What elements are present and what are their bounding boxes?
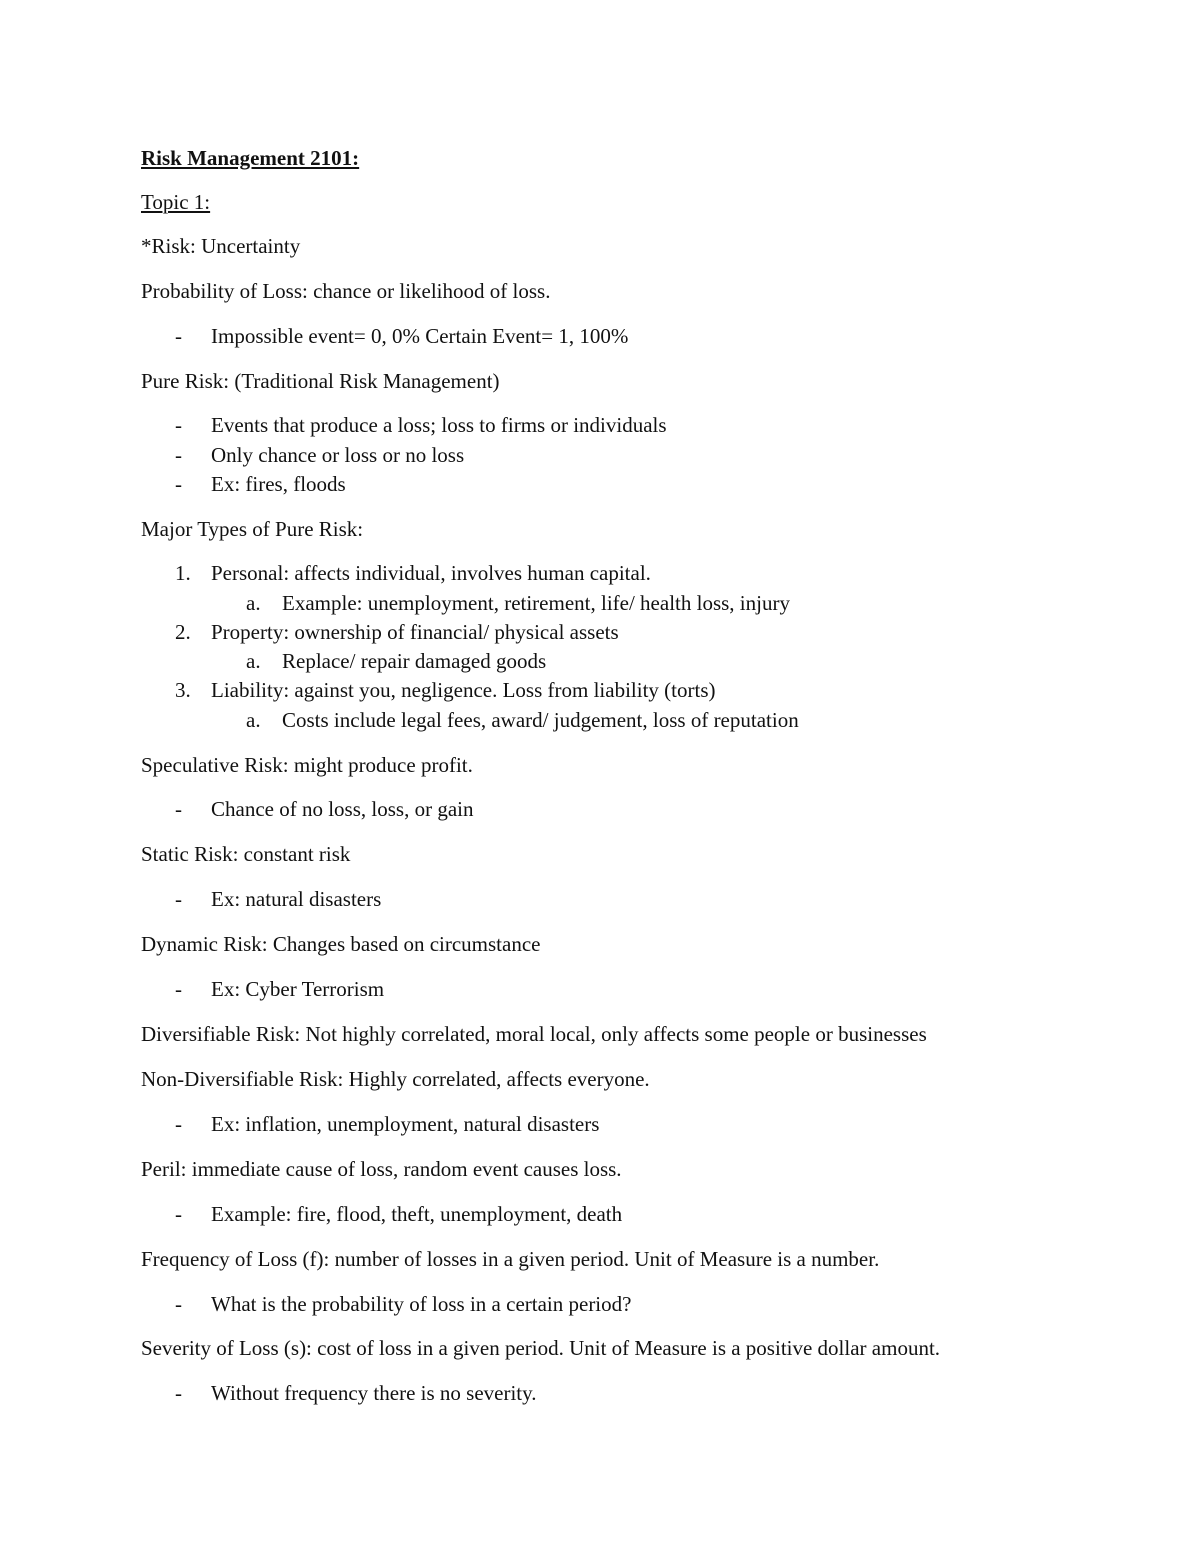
non-diversifiable-risk: Non-Diversifiable Risk: Highly correlated, affects everyone. (141, 1067, 650, 1091)
sub-text: Costs include legal fees, award/ judgement, loss of reputation (282, 708, 799, 732)
bullet-text: Ex: natural disasters (211, 887, 382, 911)
page-title: Risk Management 2101: (141, 146, 360, 170)
item-text: Personal: affects individual, involves human capital. (211, 561, 651, 585)
topic-heading: Topic 1: (141, 190, 211, 214)
dash-marker: - (175, 413, 182, 437)
sub-text: Example: unemployment, retirement, life/ health loss, injury (282, 591, 790, 615)
bullet-text: Impossible event= 0, 0% Certain Event= 1, 100% (211, 324, 629, 348)
item-number: 3. (175, 678, 191, 702)
sub-letter: a. (246, 708, 261, 732)
frequency-of-loss: Frequency of Loss (f): number of losses in a given period. Unit of Measure is a number. (141, 1247, 880, 1271)
speculative-risk: Speculative Risk: might produce profit. (141, 753, 473, 777)
bullet-text: Ex: Cyber Terrorism (211, 977, 385, 1001)
probability-of-loss: Probability of Loss: chance or likelihood of loss. (141, 279, 551, 303)
bullet-text: Only chance or loss or no loss (211, 443, 465, 467)
pure-risk: Pure Risk: (Traditional Risk Management) (141, 369, 500, 393)
sub-text: Replace/ repair damaged goods (282, 649, 547, 673)
item-text: Property: ownership of financial/ physical assets (211, 620, 619, 644)
dash-marker: - (175, 1381, 182, 1405)
dynamic-risk: Dynamic Risk: Changes based on circumstance (141, 932, 541, 956)
dash-marker: - (175, 324, 182, 348)
static-risk: Static Risk: constant risk (141, 842, 351, 866)
sub-letter: a. (246, 591, 261, 615)
bullet-text: Chance of no loss, loss, or gain (211, 797, 474, 821)
dash-marker: - (175, 472, 182, 496)
item-number: 2. (175, 620, 191, 644)
dash-marker: - (175, 1202, 182, 1226)
item-text: Liability: against you, negligence. Loss from liability (torts) (211, 678, 716, 702)
diversifiable-risk: Diversifiable Risk: Not highly correlated, moral local, only affects some people or businesses (141, 1022, 927, 1046)
peril: Peril: immediate cause of loss, random event causes loss. (141, 1157, 622, 1181)
bullet-text: Without frequency there is no severity. (211, 1381, 537, 1405)
bullet-text: Ex: fires, floods (211, 472, 346, 496)
severity-of-loss: Severity of Loss (s): cost of loss in a given period. Unit of Measure is a positive dollar amount. (141, 1336, 941, 1360)
major-types-heading: Major Types of Pure Risk: (141, 517, 364, 541)
sub-letter: a. (246, 649, 261, 673)
bullet-text: What is the probability of loss in a certain period? (211, 1292, 632, 1316)
bullet-text: Ex: inflation, unemployment, natural disasters (211, 1112, 600, 1136)
dash-marker: - (175, 797, 182, 821)
dash-marker: - (175, 1292, 182, 1316)
risk-definition: *Risk: Uncertainty (141, 234, 301, 258)
item-number: 1. (175, 561, 191, 585)
bullet-text: Events that produce a loss; loss to firms or individuals (211, 413, 667, 437)
dash-marker: - (175, 443, 182, 467)
dash-marker: - (175, 1112, 182, 1136)
dash-marker: - (175, 977, 182, 1001)
dash-marker: - (175, 887, 182, 911)
bullet-text: Example: fire, flood, theft, unemployment, death (211, 1202, 623, 1226)
